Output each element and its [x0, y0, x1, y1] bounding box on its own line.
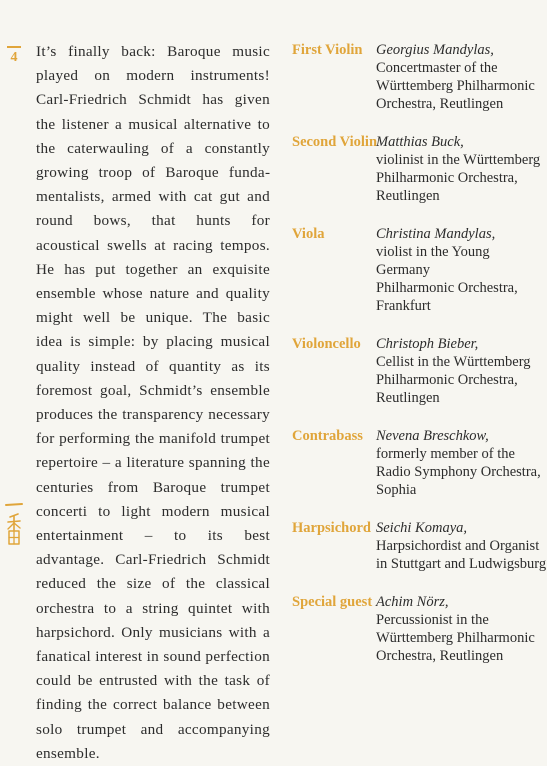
- role-label: Viola: [292, 226, 325, 242]
- ichiban-seal-icon: [3, 500, 25, 548]
- member-name: Nevena Breschkow,: [376, 428, 489, 444]
- roster-entry-contrabass: [292, 427, 547, 499]
- member-description: Cellist in the Württemberg Philharmonic Orchestra, Reutlingen: [376, 354, 531, 406]
- member-name: Christoph Bieber,: [376, 336, 479, 352]
- member-description: Harpsichordist and Organist in Stuttgart and Ludwigsburg: [376, 538, 547, 572]
- role-label: Contrabass: [292, 428, 363, 444]
- member-name: Matthias Buck,: [376, 134, 464, 150]
- article-paragraph: It’s finally back: Baroque music played on modern instruments! Carl-Friedrich Schmidt has given the listener a musical alternative to the caterwauling of a constantly growing troop of Baroque fundamentalists, armed with cat gut and round bows, that hunts for acoustical swells at racing tempos. He has put together an exquisite ensemble whose nature and quality might well be unique. The basic idea is simple: by placing musical quality instead of quantity as its foremost goal, Schmidt’s ensemble produces the transparency necessary for performing the manifold trumpet repertoire – a literature spanning the centuries from Baroque trumpet concerti to light modern musical entertainment – to its best advantage. Carl-Friedrich Schmidt reduced the size of the classical orchestra to a string quintet with harpsichord. Only musicians with a fanatical interest in sound perfection could be entrusted with the task of finding the correct balance between solo trumpet and accompanying ensemble.: [36, 43, 270, 762]
- roster-entry-harpsichord: [292, 519, 547, 573]
- member-details: [376, 133, 547, 205]
- role-label: First Violin: [292, 42, 363, 58]
- member-description: violinist in the Württemberg Philharmonic Orchestra, Reutlingen: [376, 152, 541, 204]
- member-description: violist in the Young Germany Philharmonic Orchestra, Frankfurt: [376, 244, 518, 314]
- member-details: [376, 519, 547, 573]
- ensemble-roster: [292, 41, 547, 665]
- member-description: Percussionist in the Württemberg Philharmonic Orchestra, Reutlingen: [376, 612, 535, 664]
- member-description: Concertmaster of the Württemberg Philharmonic Orchestra, Reutlingen: [376, 60, 535, 112]
- member-name: Achim Nörz,: [376, 594, 449, 610]
- role-label: Violoncello: [292, 336, 361, 352]
- member-name: Georgius Mandylas,: [376, 42, 494, 58]
- member-details: [376, 41, 547, 113]
- member-details: [376, 593, 547, 665]
- member-details: [376, 225, 547, 315]
- roster-entry-viola: [292, 225, 547, 315]
- roster-entry-second-violin: [292, 133, 547, 205]
- member-details: [376, 427, 547, 499]
- page-number: 4: [7, 50, 21, 66]
- role-label: Second Violin: [292, 134, 378, 150]
- roster-entry-violoncello: [292, 335, 547, 407]
- roster-entry-first-violin: [292, 41, 547, 113]
- role-label: Harpsichord: [292, 520, 371, 536]
- member-name: Seichi Komaya,: [376, 520, 468, 536]
- member-description: formerly member of the Radio Symphony Orchestra, Sophia: [376, 446, 541, 498]
- roster-entry-special-guest: [292, 593, 547, 665]
- role-label: Special guest: [292, 594, 373, 610]
- member-details: [376, 335, 547, 407]
- member-name: Christina Mandylas,: [376, 226, 496, 242]
